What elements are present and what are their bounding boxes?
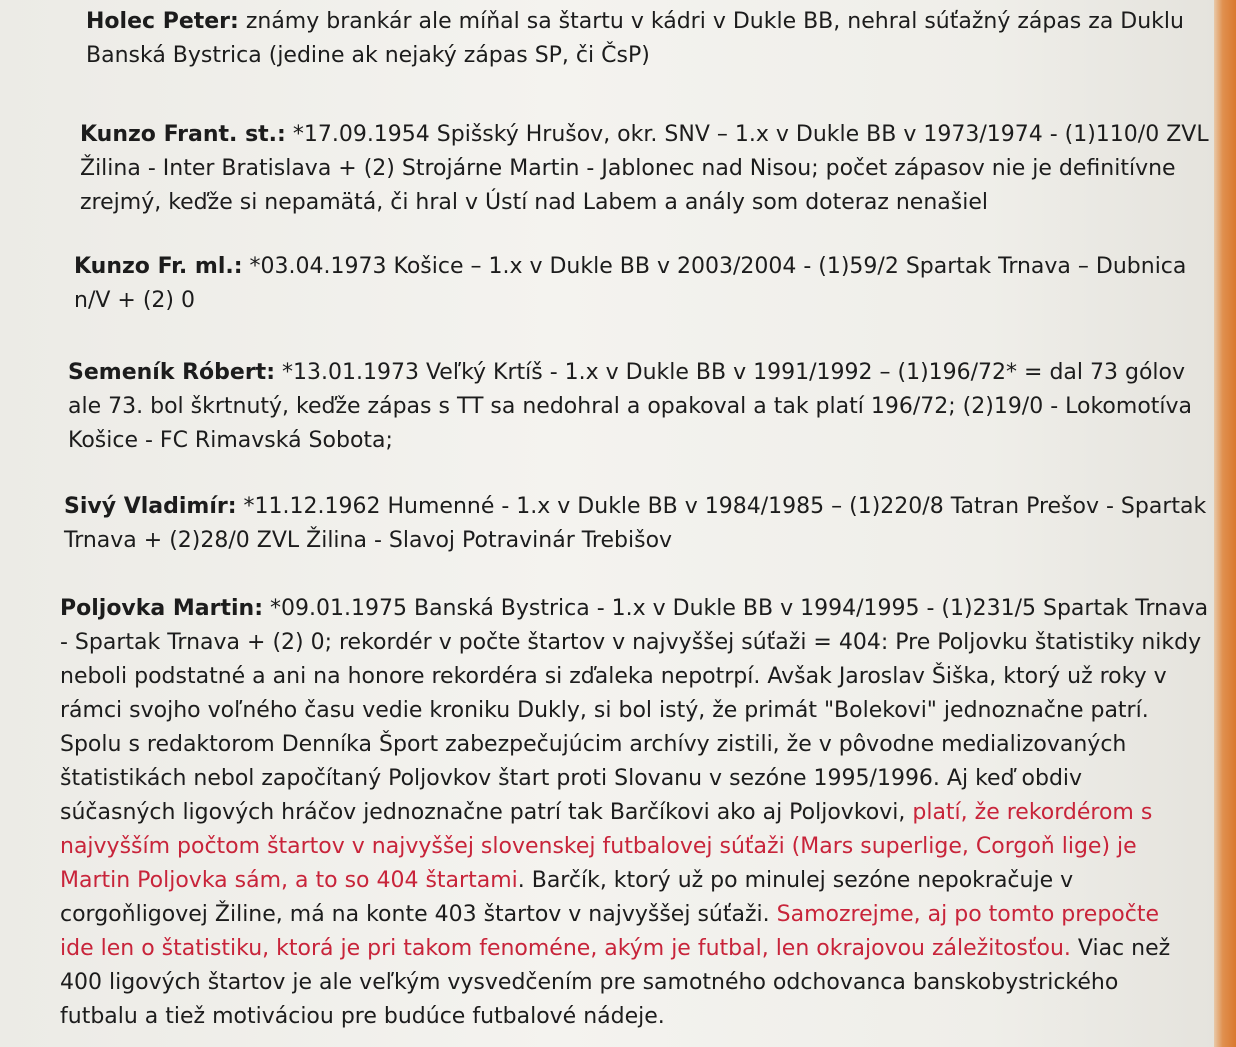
highlighted-text: najvyšším počtom štartov v najvyššej slovenskej futbalovej súťaži (Mars superlige, Corgoň lige) je — [60, 834, 1137, 859]
entry-text: n/V + (2) 0 — [74, 288, 195, 313]
entry-kunzo-ml — [74, 250, 1186, 318]
entry-text: *11.12.1962 Humenné - 1.x v Dukle BB v 1984/1985 – (1)220/8 Tatran Prešov - Spartak — [236, 494, 1207, 519]
entry-line — [86, 39, 1184, 73]
player-name: Poljovka Martin: — [60, 596, 264, 621]
entry-line — [80, 186, 1209, 220]
entry-text: ale 73. bol škrtnutý, keďže zápas s TT sa nedohral a opakoval a tak platí 196/72; (2)19/0 - Lokomotíva — [68, 394, 1193, 419]
entry-text: Viac než — [1070, 936, 1171, 961]
entry-text: . Barčík, ktorý už po minulej sezóne nepokračuje v — [517, 868, 1074, 893]
entry-text: známy brankár ale míňal sa štartu v kádri v Dukle BB, nehral súťažný zápas za Duklu — [238, 9, 1184, 34]
entry-line — [80, 118, 1209, 152]
paper-edge — [1214, 0, 1236, 1047]
entry-line — [60, 898, 1208, 932]
player-name: Semeník Róbert: — [68, 360, 275, 385]
entry-line — [74, 250, 1186, 284]
entry-line — [68, 356, 1192, 390]
entry-line — [68, 390, 1192, 424]
entry-sivy — [64, 490, 1206, 558]
entry-text: Spolu s redaktorom Denníka Šport zabezpečujúcim archívy zistili, že v pôvodne medializovaných — [60, 732, 1127, 757]
entry-line — [60, 660, 1208, 694]
entry-text: - Spartak Trnava + (2) 0; rekordér v počte štartov v najvyššej súťaži = 404: Pre Poljovku štatistiky nikdy — [60, 630, 1202, 655]
entry-line — [60, 932, 1208, 966]
entry-text: Košice - FC Rimavská Sobota; — [68, 428, 393, 453]
entry-line — [60, 864, 1208, 898]
entry-text: rámci svojho voľného času vedie kroniku Dukly, si bol istý, že primát "Bolekovi" jednoznačne patrí. — [60, 698, 1149, 723]
entry-line — [86, 5, 1184, 39]
highlighted-text: platí, že rekordérom s — [912, 800, 1153, 825]
entry-text: Trnava + (2)28/0 ZVL Žilina - Slavoj Potravinár Trebišov — [64, 528, 673, 553]
highlighted-text: ide len o štatistiku, ktorá je pri takom fenoméne, akým je futbal, len okrajovou záležitosťou. — [60, 936, 1071, 961]
entry-text: corgoňligovej Žiline, má na konte 403 štartov v najvyššej súťaži. — [60, 902, 777, 927]
entry-line — [74, 284, 1186, 318]
entry-text: *13.01.1973 Veľký Krtíš - 1.x v Dukle BB v 1991/1992 – (1)196/72* = dal 73 gólov — [275, 360, 1186, 385]
entry-holec — [86, 5, 1184, 73]
entry-text: neboli podstatné a ani na honore rekordéra si zďaleka nepotrpí. Avšak Jaroslav Šiška, ktorý už roky v — [60, 664, 1167, 689]
entry-line — [60, 694, 1208, 728]
entry-line — [64, 524, 1206, 558]
entry-text: štatistikách nebol započítaný Poljovkov štart proti Slovanu v sezóne 1995/1996. Aj keď obdiv — [60, 766, 1083, 791]
entry-semenik — [68, 356, 1192, 458]
entry-line — [60, 728, 1208, 762]
entry-line — [60, 626, 1208, 660]
entry-kunzo-st — [80, 118, 1209, 220]
entry-line — [68, 424, 1192, 458]
entry-text: zrejmý, keďže si nepamätá, či hral v Ústí nad Labem a anály som doteraz nenašiel — [80, 190, 988, 215]
entry-text: *17.09.1954 Spišský Hrušov, okr. SNV – 1.x v Dukle BB v 1973/1974 - (1)110/0 ZVL — [285, 122, 1209, 147]
player-name: Kunzo Fr. ml.: — [74, 254, 243, 279]
entry-text: 400 ligových štartov je ale veľkým vysvedčením pre samotného odchovanca banskobystrického — [60, 970, 1119, 995]
entry-line — [60, 1000, 1208, 1034]
entry-line — [60, 592, 1208, 626]
entry-line — [64, 490, 1206, 524]
player-name: Sivý Vladimír: — [64, 494, 237, 519]
entry-line — [60, 830, 1208, 864]
entry-line — [80, 152, 1209, 186]
entry-text: Žilina - Inter Bratislava + (2) Strojárne Martin - Jablonec nad Nisou; počet zápasov nie je definitívne — [80, 156, 1176, 181]
highlighted-text: Martin Poljovka sám, a to so 404 štartami — [60, 868, 518, 893]
entry-text: futbalu a tiež motiváciou pre budúce futbalové nádeje. — [60, 1004, 665, 1029]
entry-line — [60, 966, 1208, 1000]
player-name: Holec Peter: — [86, 9, 239, 34]
highlighted-text: Samozrejme, aj po tomto prepočte — [776, 902, 1160, 927]
entry-text: *03.04.1973 Košice – 1.x v Dukle BB v 2003/2004 - (1)59/2 Spartak Trnava – Dubnica — [242, 254, 1187, 279]
player-name: Kunzo Frant. st.: — [80, 122, 286, 147]
entry-text: súčasných ligových hráčov jednoznačne patrí tak Barčíkovi ako aj Poljovkovi, — [60, 800, 913, 825]
entry-line — [60, 796, 1208, 830]
entry-text: *09.01.1975 Banská Bystrica - 1.x v Dukle BB v 1994/1995 - (1)231/5 Spartak Trnava — [263, 596, 1209, 621]
entry-text: Banská Bystrica (jedine ak nejaký zápas SP, či ČsP) — [86, 43, 650, 68]
entry-poljovka — [60, 592, 1208, 1034]
entry-line — [60, 762, 1208, 796]
